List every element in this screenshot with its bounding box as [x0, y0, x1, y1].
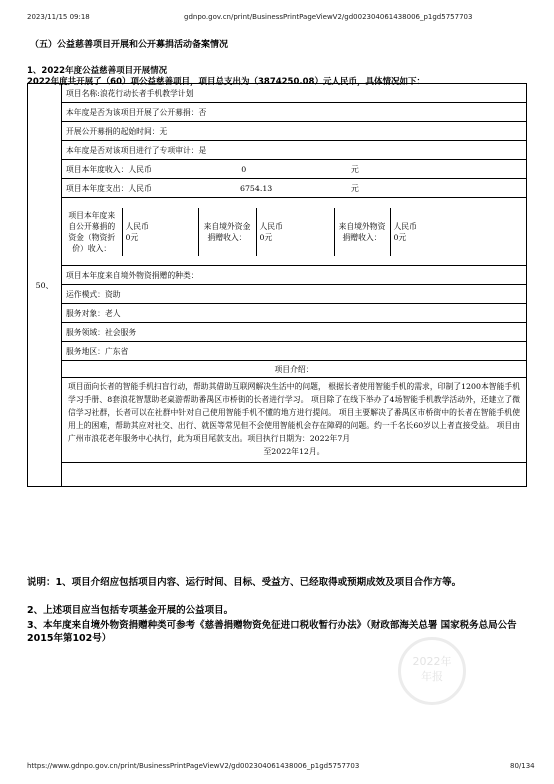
note-2: 2、上述项目应当包括专项基金开展的公益项目。	[27, 605, 234, 616]
note-3: 3、本年度来自境外物资捐赠种类可参考《慈善捐赠物资免征进口税收暂行办法》（财政部海关总署 国家税务总局公告2015年第102号）	[27, 620, 517, 644]
subsection-title: 1、2022年度公益慈善项目开展情况	[27, 66, 168, 76]
overseas-goods-value	[390, 208, 526, 256]
intro-title: 项目介绍：	[62, 361, 527, 378]
section-title: （五）公益慈善项目开展和公开募捐活动备案情况	[30, 40, 229, 50]
overseas-funds-amount: 0元	[259, 232, 273, 242]
overseas-funds-value	[256, 208, 334, 256]
income-unit: 元	[350, 164, 359, 174]
intro-tail: 至2022年12月。	[263, 447, 325, 456]
public-funds-value	[122, 208, 198, 256]
overseas-goods-label: 来自境外物资捐赠收入：	[334, 208, 390, 256]
stamp-year: 2022年	[412, 655, 452, 668]
overseas-funds-label: 来自境外资金捐赠收入：	[198, 208, 256, 256]
intro-body	[62, 378, 527, 463]
public-funds-label: 项目本年度来自公开募捐的资金（物资折价）收入：	[62, 208, 122, 256]
overseas-goods-types: 项目本年度来自境外物资捐赠的种类：	[62, 266, 527, 285]
service-target: 服务对象：老人	[62, 304, 527, 323]
annual-report-watermark-stamp	[398, 637, 466, 705]
overseas-goods-currency: 人民币	[393, 221, 417, 231]
print-datetime: 2023/11/15 09:18	[27, 13, 90, 21]
overseas-funds-currency: 人民币	[259, 221, 283, 231]
footer-url: https://www.gdnpo.gov.cn/print/BusinessPrintPageViewV2/gd002304061438006_p1gd5757703	[27, 762, 360, 770]
public-funds-amount: 0元	[125, 232, 139, 242]
special-audit-flag: 本年度是否对该项目进行了专项审计：是	[62, 141, 527, 160]
expense-row	[62, 179, 527, 198]
public-funds-currency: 人民币	[125, 221, 149, 231]
fundraising-start-time: 开展公开募捐的起始时间：无	[62, 122, 527, 141]
funds-breakdown	[62, 198, 527, 266]
note-1: 说明：1、项目介绍应包括项目内容、运行时间、目标、受益方、已经取得或预期成效及项目合作方等。	[27, 577, 462, 588]
stamp-label: 年报	[421, 670, 443, 683]
project-table	[27, 83, 527, 487]
blank-row	[62, 463, 527, 487]
overseas-goods-amount: 0元	[393, 232, 407, 242]
income-row	[62, 160, 527, 179]
operation-mode: 运作模式：资助	[62, 285, 527, 304]
project-index: 50、	[28, 84, 62, 487]
expense-label: 项目本年度支出：人民币	[66, 183, 152, 193]
service-area: 服务地区：广东省	[62, 342, 527, 361]
summary-line: 2022年度共开展了（60）项公益慈善项目，项目总支出为（3874250.08）元人民币，具体情况如下：	[27, 77, 425, 87]
page-number: 80/134	[510, 762, 535, 770]
expense-amount: 6754.13	[240, 183, 273, 193]
expense-unit: 元	[350, 183, 359, 193]
public-fundraising-flag: 本年度是否为该项目开展了公开募捐：否	[62, 103, 527, 122]
service-field: 服务领域：社会服务	[62, 323, 527, 342]
income-label: 项目本年度收入：人民币	[66, 164, 152, 174]
header-url: gdnpo.gov.cn/print/BusinessPrintPageViewV2/gd002304061438006_p1gd5757703	[184, 13, 473, 21]
income-amount: 0	[241, 164, 247, 174]
project-name: 项目名称:浪花行动长者手机教学计划	[62, 84, 527, 103]
intro-text: 项目面向长者的智能手机扫盲行动，帮助其借助互联网解决生活中的问题， 根据长者使用智能手机的需求，印制了1200本智能手机学习手册、8套浪花智慧助老桌游帮助番禺区市桥街的长者进行学习。 项目除了在线下举办了4场智能手机教学活动外，还建立了微信学习社群，长者可以在社群中针对自己使用智能手机不懂的地方进行提问。 项目主要解决了番禺区市桥街中的长者在智能手机使用上的困难，帮助其应对社交、出行、就医等常见但不会使用智能机会存在障碍的问题。约一千名长60岁以上者直接受益。 项目由广州市浪花老年服务中心执行，此为项目尾款支出。项目执行日期为：2022年7月	[68, 382, 520, 443]
